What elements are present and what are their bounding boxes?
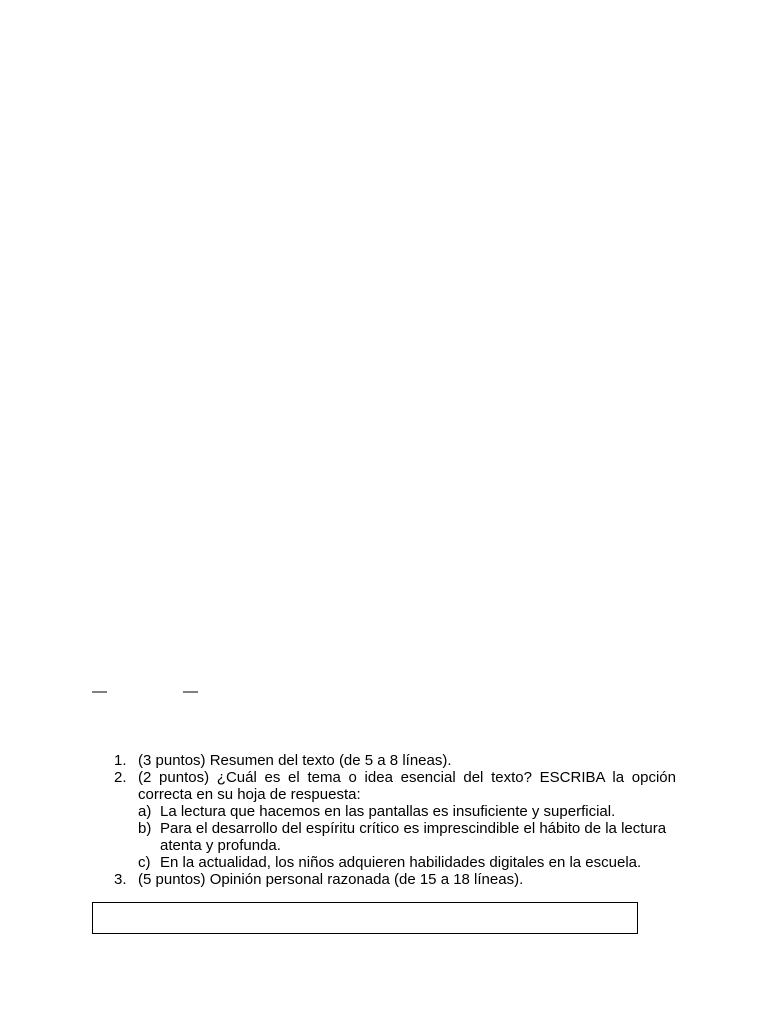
option-text: En la actualidad, los niños adquieren habilidades digitales en la escuela. bbox=[160, 854, 642, 871]
question-number: 2. bbox=[114, 769, 127, 786]
option-b bbox=[138, 820, 676, 854]
option-letter: b) bbox=[138, 820, 152, 837]
question-number: 3. bbox=[114, 871, 127, 888]
question-text: (2 puntos) ¿Cuál es el tema o idea esencial del texto? ESCRIBA la opción correcta en su hoja de respuesta: bbox=[138, 769, 676, 803]
option-text: La lectura que hacemos en las pantallas es insuficiente y superficial. bbox=[160, 803, 616, 820]
dash-mark-left: — bbox=[92, 683, 107, 700]
question-1 bbox=[114, 752, 676, 769]
question-text: (5 puntos) Opinión personal razonada (de 15 a 18 líneas). bbox=[138, 871, 524, 888]
option-c bbox=[138, 854, 676, 871]
option-list bbox=[138, 803, 676, 871]
question-number: 1. bbox=[114, 752, 127, 769]
option-text: Para el desarrollo del espíritu crítico es imprescindible el hábito de la lectura atenta y profunda. bbox=[160, 820, 667, 854]
dash-mark-right: — bbox=[183, 683, 198, 700]
question-3 bbox=[114, 871, 676, 888]
option-a bbox=[138, 803, 676, 820]
question-list bbox=[114, 752, 676, 888]
option-letter: c) bbox=[138, 854, 151, 871]
question-2 bbox=[114, 769, 676, 871]
option-letter: a) bbox=[138, 803, 152, 820]
answer-box bbox=[92, 902, 638, 934]
question-text: (3 puntos) Resumen del texto (de 5 a 8 líneas). bbox=[138, 752, 452, 769]
